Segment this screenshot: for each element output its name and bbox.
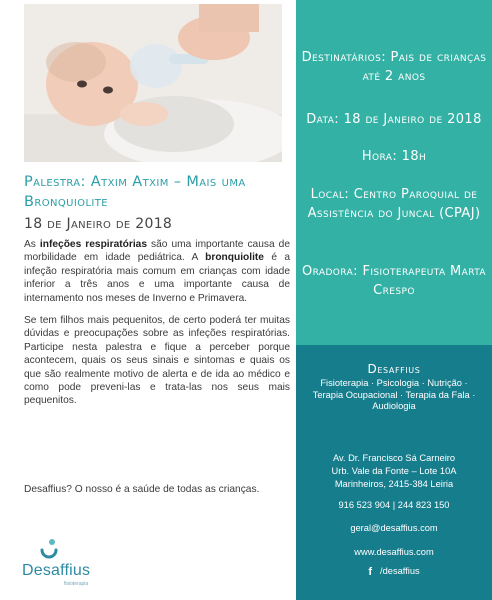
website-link[interactable]: www.desaffius.com xyxy=(354,547,434,557)
address-line: Av. Dr. Francisco Sá Carneiro xyxy=(332,453,456,463)
event-date: 18 de Janeiro de 2018 xyxy=(24,216,173,232)
address xyxy=(296,452,492,490)
audience-info: Destinatários: Pais de crianças até 2 anos xyxy=(301,50,487,84)
contact-brand: Desaffius xyxy=(367,362,421,376)
desaffius-logo xyxy=(22,538,112,596)
event-description xyxy=(24,172,290,408)
speaker-info: Oradora: Fisioterapeuta Marta Crespo xyxy=(302,264,486,298)
address-line: Urb. Vale da Fonte – Lote 10A xyxy=(331,465,457,476)
logo-name: Desaffius xyxy=(22,562,91,579)
email-link[interactable]: geral@desaffius.com xyxy=(350,523,438,533)
time-info: Hora: 18h xyxy=(361,149,427,164)
tagline: Desaffius? O nosso é a saúde de todas as crianças. xyxy=(24,484,260,495)
baby-nebulizer-photo xyxy=(24,4,282,162)
intro-paragraph: As infeções respiratórias são uma importante causa de morbilidade em idade pediátrica. A bronquiolite é a infeção respiratória mais comum em crianças com idade inferior a três anos e uma importante causa de internamento nos meses de Inverno e Primavera. xyxy=(24,239,290,304)
address-line: Marinheiros, 2415-384 Leiria xyxy=(334,478,454,489)
facebook-icon: f xyxy=(368,566,373,578)
logo-subtitle: fisioterapia xyxy=(64,581,89,587)
event-title: Palestra: Atxim Atxim – Mais uma Bronquiolite xyxy=(24,174,246,210)
phone-numbers: 916 523 904 | 244 823 150 xyxy=(338,500,450,510)
facebook-handle: /desaffius xyxy=(380,566,420,576)
invitation-paragraph: Se tem filhos mais pequenitos, de certo poderá ter muitas dúvidas e preocupações sobre as infeções respiratórias. Participe nesta palestra e fique a perceber porque acontecem, quais os seus sinais e sintomas e quais os que são realmente motivo de alerta e de ida ao médico e como pode preveni-las e trata-las nos seus mais pequenitos. xyxy=(24,315,290,407)
date-info: Data: 18 de Janeiro de 2018 xyxy=(306,112,482,127)
location-info: Local: Centro Paroquial de Assistência do Juncal (CPAJ) xyxy=(307,187,481,221)
logo-mark-icon xyxy=(38,538,60,562)
services-list: Fisioterapia · Psicologia · Nutrição · Terapia Ocupacional · Terapia da Fala · Audiologia xyxy=(312,378,476,412)
facebook-link[interactable] xyxy=(296,566,492,578)
